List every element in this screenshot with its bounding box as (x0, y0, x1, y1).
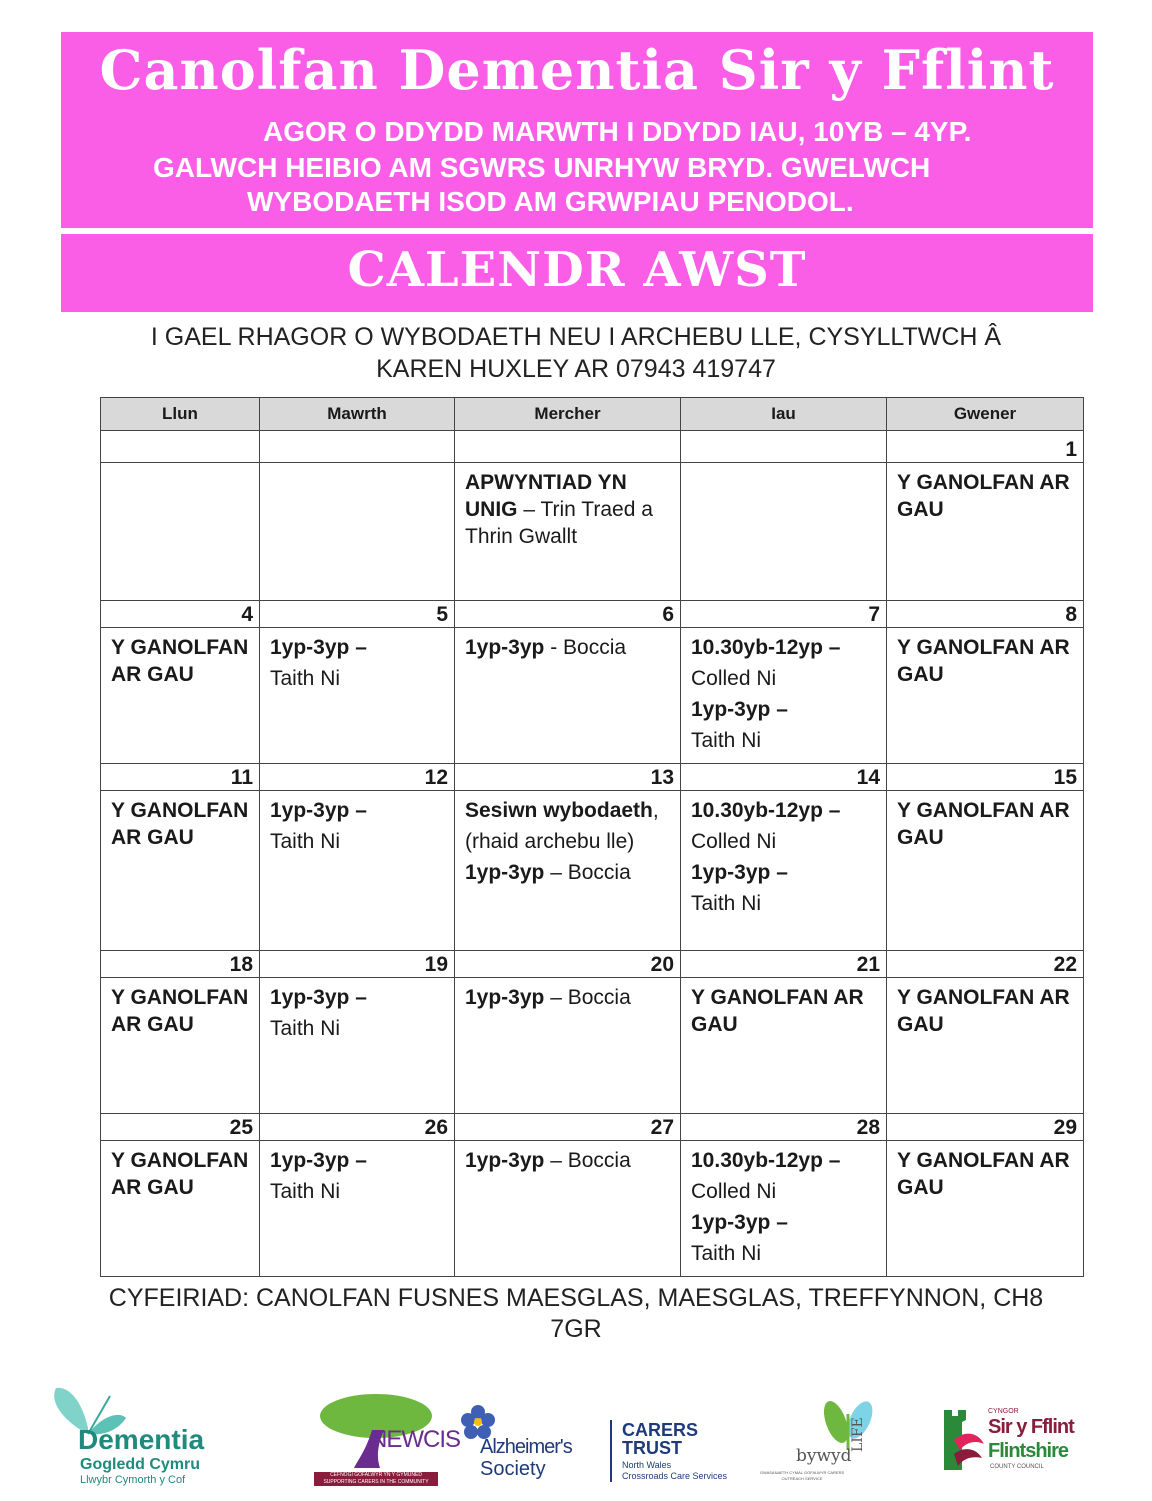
event-time: Y GANOLFAN AR GAU (111, 986, 249, 1036)
events-row (101, 463, 1084, 601)
forget-me-not-icon (460, 1404, 496, 1440)
day-cell (681, 978, 887, 1114)
date-number-row (101, 764, 1084, 791)
date-number-row (101, 431, 1084, 463)
carers-trust-logo (610, 1420, 740, 1484)
event-line (465, 634, 672, 661)
bywyd-life-logo (752, 1394, 892, 1486)
event-time: 10.30yb-12yp – (691, 1149, 841, 1172)
flintshire-logo-cyngor: CYNGOR (988, 1408, 1019, 1415)
alzheimers-logo (460, 1404, 590, 1484)
day-cell (887, 791, 1084, 951)
event-line (465, 1147, 672, 1174)
event-time: Y GANOLFAN AR GAU (691, 986, 864, 1036)
date-number-row (101, 1114, 1084, 1141)
date-number: 26 (260, 1114, 455, 1141)
date-number: 27 (455, 1114, 681, 1141)
event-description: – Trin Traed a Thrin Gwallt (465, 498, 653, 548)
date-number-row (101, 601, 1084, 628)
date-number: 11 (101, 764, 260, 791)
date-number: 21 (681, 951, 887, 978)
event-line (691, 797, 878, 824)
event-description: Taith Ni (270, 1017, 341, 1040)
event-description: (rhaid archebu lle) (465, 830, 635, 853)
event-description: – Boccia (544, 861, 631, 884)
life-logo-name: LIFE (850, 1417, 866, 1452)
bywyd-logo-name: bywyd (796, 1446, 852, 1466)
event-time: Y GANOLFAN AR GAU (897, 799, 1070, 849)
event-time: Y GANOLFAN AR GAU (111, 636, 249, 686)
event-line (897, 797, 1075, 851)
event-line (270, 665, 446, 692)
day-cell (260, 628, 455, 764)
day-cell (681, 791, 887, 951)
event-line (691, 828, 878, 855)
event-time: 1yp-3yp (465, 861, 545, 884)
day-cell (887, 978, 1084, 1114)
opening-hours-line: AGOR O DDYDD MARWTH I DDYDD IAU, 10YB – 4YP. (263, 116, 972, 147)
event-line (691, 1147, 878, 1174)
day-cell (455, 628, 681, 764)
date-number: 5 (260, 601, 455, 628)
event-time: Y GANOLFAN AR GAU (111, 1149, 249, 1199)
flintshire-logo-english: Flintshire (988, 1440, 1069, 1462)
day-cell (887, 628, 1084, 764)
date-number: 18 (101, 951, 260, 978)
day-header: Mawrth (260, 398, 455, 431)
day-header: Iau (681, 398, 887, 431)
event-description: Colled Ni (691, 1180, 777, 1203)
event-description: – Boccia (544, 986, 631, 1009)
date-number: 28 (681, 1114, 887, 1141)
event-time: 1yp-3yp (465, 1149, 545, 1172)
event-description: Colled Ni (691, 667, 777, 690)
castle-icon (940, 1410, 986, 1474)
event-description: Taith Ni (691, 729, 762, 752)
day-header: Mercher (455, 398, 681, 431)
calendar-title-banner (61, 234, 1093, 312)
event-line (111, 634, 251, 688)
event-time: 10.30yb-12yp – (691, 636, 841, 659)
event-time: Y GANOLFAN AR GAU (897, 1149, 1070, 1199)
event-description: - Boccia (544, 636, 627, 659)
newcis-logo-name: NEWCIS (370, 1426, 460, 1453)
event-line (465, 984, 672, 1011)
date-number (260, 431, 455, 463)
contact-line-1: I GAEL RHAGOR O WYBODAETH NEU I ARCHEBU LLE, CYSYLLTWCH Â (150, 323, 1002, 351)
leaves-icon (818, 1394, 878, 1450)
address-footer (0, 1283, 1152, 1345)
day-cell (260, 1141, 455, 1277)
event-line (897, 469, 1075, 523)
flintshire-logo (940, 1408, 1080, 1480)
drop-in-line: GALWCH HEIBIO AM SGWRS UNRHYW BRYD. GWELWCH (153, 152, 931, 183)
event-line (465, 859, 672, 886)
event-line (691, 890, 878, 917)
date-number: 8 (887, 601, 1084, 628)
event-line (691, 696, 878, 723)
event-line (111, 984, 251, 1038)
dementia-logo (48, 1384, 238, 1484)
event-line (270, 1147, 446, 1174)
event-line (111, 1147, 251, 1201)
flintshire-logo-welsh: Sir y Fflint (988, 1416, 1074, 1438)
date-number: 15 (887, 764, 1084, 791)
groups-info-line: WYBODAETH ISOD AM GRWPIAU PENODOL. (247, 186, 854, 217)
event-time: 1yp-3yp – (270, 636, 367, 659)
events-row (101, 1141, 1084, 1277)
date-number: 1 (887, 431, 1084, 463)
event-description: Taith Ni (691, 892, 762, 915)
event-line (270, 797, 446, 824)
carers-trust-region: North Wales (622, 1460, 672, 1470)
date-number (681, 431, 887, 463)
address-line-2: 7GR (550, 1315, 602, 1343)
event-description: Taith Ni (691, 1242, 762, 1265)
day-cell (455, 791, 681, 951)
page-title: Canolfan Dementia Sir y Fflint (99, 38, 1055, 102)
event-line (691, 634, 878, 661)
date-number: 20 (455, 951, 681, 978)
day-cell (887, 1141, 1084, 1277)
event-line (465, 797, 672, 824)
event-time: Y GANOLFAN AR GAU (111, 799, 249, 849)
bywyd-logo-tagline: GWASANAETH CYMAL GOFALWYR CARERS OUTREACH SERVICE (759, 1470, 845, 1481)
event-time: 1yp-3yp (465, 636, 545, 659)
event-time: 1yp-3yp – (270, 1149, 367, 1172)
carers-trust-name-2: TRUST (622, 1438, 682, 1458)
day-cell (455, 463, 681, 601)
event-line (270, 828, 446, 855)
date-number: 7 (681, 601, 887, 628)
date-number: 19 (260, 951, 455, 978)
event-line (270, 1178, 446, 1205)
carers-trust-service: Crossroads Care Services (622, 1471, 728, 1481)
date-number: 25 (101, 1114, 260, 1141)
day-header: Llun (101, 398, 260, 431)
event-line (270, 984, 446, 1011)
events-row (101, 978, 1084, 1114)
day-cell (101, 628, 260, 764)
dementia-logo-name: Dementia (78, 1424, 205, 1455)
header-banner (61, 32, 1093, 228)
event-time: Y GANOLFAN AR GAU (897, 636, 1070, 686)
events-row (101, 628, 1084, 764)
event-description: , (652, 799, 659, 822)
event-time: 1yp-3yp – (270, 799, 367, 822)
event-description: – Boccia (544, 1149, 631, 1172)
event-description: Taith Ni (270, 667, 341, 690)
event-line (691, 665, 878, 692)
event-line (897, 634, 1075, 688)
event-line (897, 984, 1075, 1038)
day-cell (101, 978, 260, 1114)
dementia-logo-region: Gogledd Cymru (80, 1456, 201, 1473)
day-cell (681, 628, 887, 764)
day-cell (681, 463, 887, 601)
day-cell (260, 978, 455, 1114)
event-time: Y GANOLFAN AR GAU (897, 471, 1070, 521)
date-number: 29 (887, 1114, 1084, 1141)
date-number-row (101, 951, 1084, 978)
address-line-1: CYFEIRIAD: CANOLFAN FUSNES MAESGLAS, MAESGLAS, TREFFYNNON, CH8 (108, 1284, 1044, 1312)
date-number: 13 (455, 764, 681, 791)
date-number: 12 (260, 764, 455, 791)
event-description: Taith Ni (270, 1180, 341, 1203)
calendar-title: CALENDR AWST (347, 242, 807, 298)
event-time: 1yp-3yp (465, 986, 545, 1009)
partner-logos (0, 1380, 1152, 1490)
newcis-logo-tagline: CEFNOGI GOFALWYR YN Y GYMUNED SUPPORTING CARERS IN THE COMMUNITY (314, 1472, 438, 1486)
event-time: 1yp-3yp – (691, 1211, 788, 1234)
day-cell (101, 463, 260, 601)
event-time: APWYNTIAD YN UNIG (465, 471, 627, 521)
event-time: Sesiwn wybodaeth (465, 799, 653, 822)
event-line (691, 1240, 878, 1267)
event-line (691, 984, 878, 1038)
calendar-table (100, 397, 1084, 1277)
flintshire-logo-council: COUNTY COUNCIL (990, 1464, 1044, 1470)
event-line (897, 1147, 1075, 1201)
event-line (270, 634, 446, 661)
carers-trust-divider (610, 1420, 612, 1482)
day-cell (260, 463, 455, 601)
date-number (455, 431, 681, 463)
date-number: 22 (887, 951, 1084, 978)
event-line (691, 1209, 878, 1236)
day-cell (101, 791, 260, 951)
event-description: Colled Ni (691, 830, 777, 853)
newcis-logo (314, 1390, 460, 1490)
day-cell (260, 791, 455, 951)
event-time: 10.30yb-12yp – (691, 799, 841, 822)
day-cell (455, 1141, 681, 1277)
day-cell (681, 1141, 887, 1277)
date-number: 4 (101, 601, 260, 628)
day-cell (101, 1141, 260, 1277)
alzheimers-logo-society: Society (480, 1458, 546, 1480)
calendar-header-row (101, 398, 1084, 431)
day-cell (455, 978, 681, 1114)
event-time: 1yp-3yp – (270, 986, 367, 1009)
event-line (691, 859, 878, 886)
events-row (101, 791, 1084, 951)
date-number: 14 (681, 764, 887, 791)
event-line (691, 727, 878, 754)
date-number (101, 431, 260, 463)
alzheimers-logo-name: Alzheimer's (480, 1436, 572, 1458)
event-line (465, 469, 672, 550)
contact-line-2: KAREN HUXLEY AR 07943 419747 (376, 355, 776, 383)
event-line (270, 1015, 446, 1042)
event-time: Y GANOLFAN AR GAU (897, 986, 1070, 1036)
dementia-logo-tagline: Llwybr Cymorth y Cof (80, 1474, 186, 1486)
event-line (465, 828, 672, 855)
day-cell (887, 463, 1084, 601)
event-line (111, 797, 251, 851)
day-header: Gwener (887, 398, 1084, 431)
date-number: 6 (455, 601, 681, 628)
event-time: 1yp-3yp – (691, 861, 788, 884)
event-description: Taith Ni (270, 830, 341, 853)
carers-trust-name-1: CARERS (622, 1420, 699, 1440)
event-time: 1yp-3yp – (691, 698, 788, 721)
event-line (691, 1178, 878, 1205)
